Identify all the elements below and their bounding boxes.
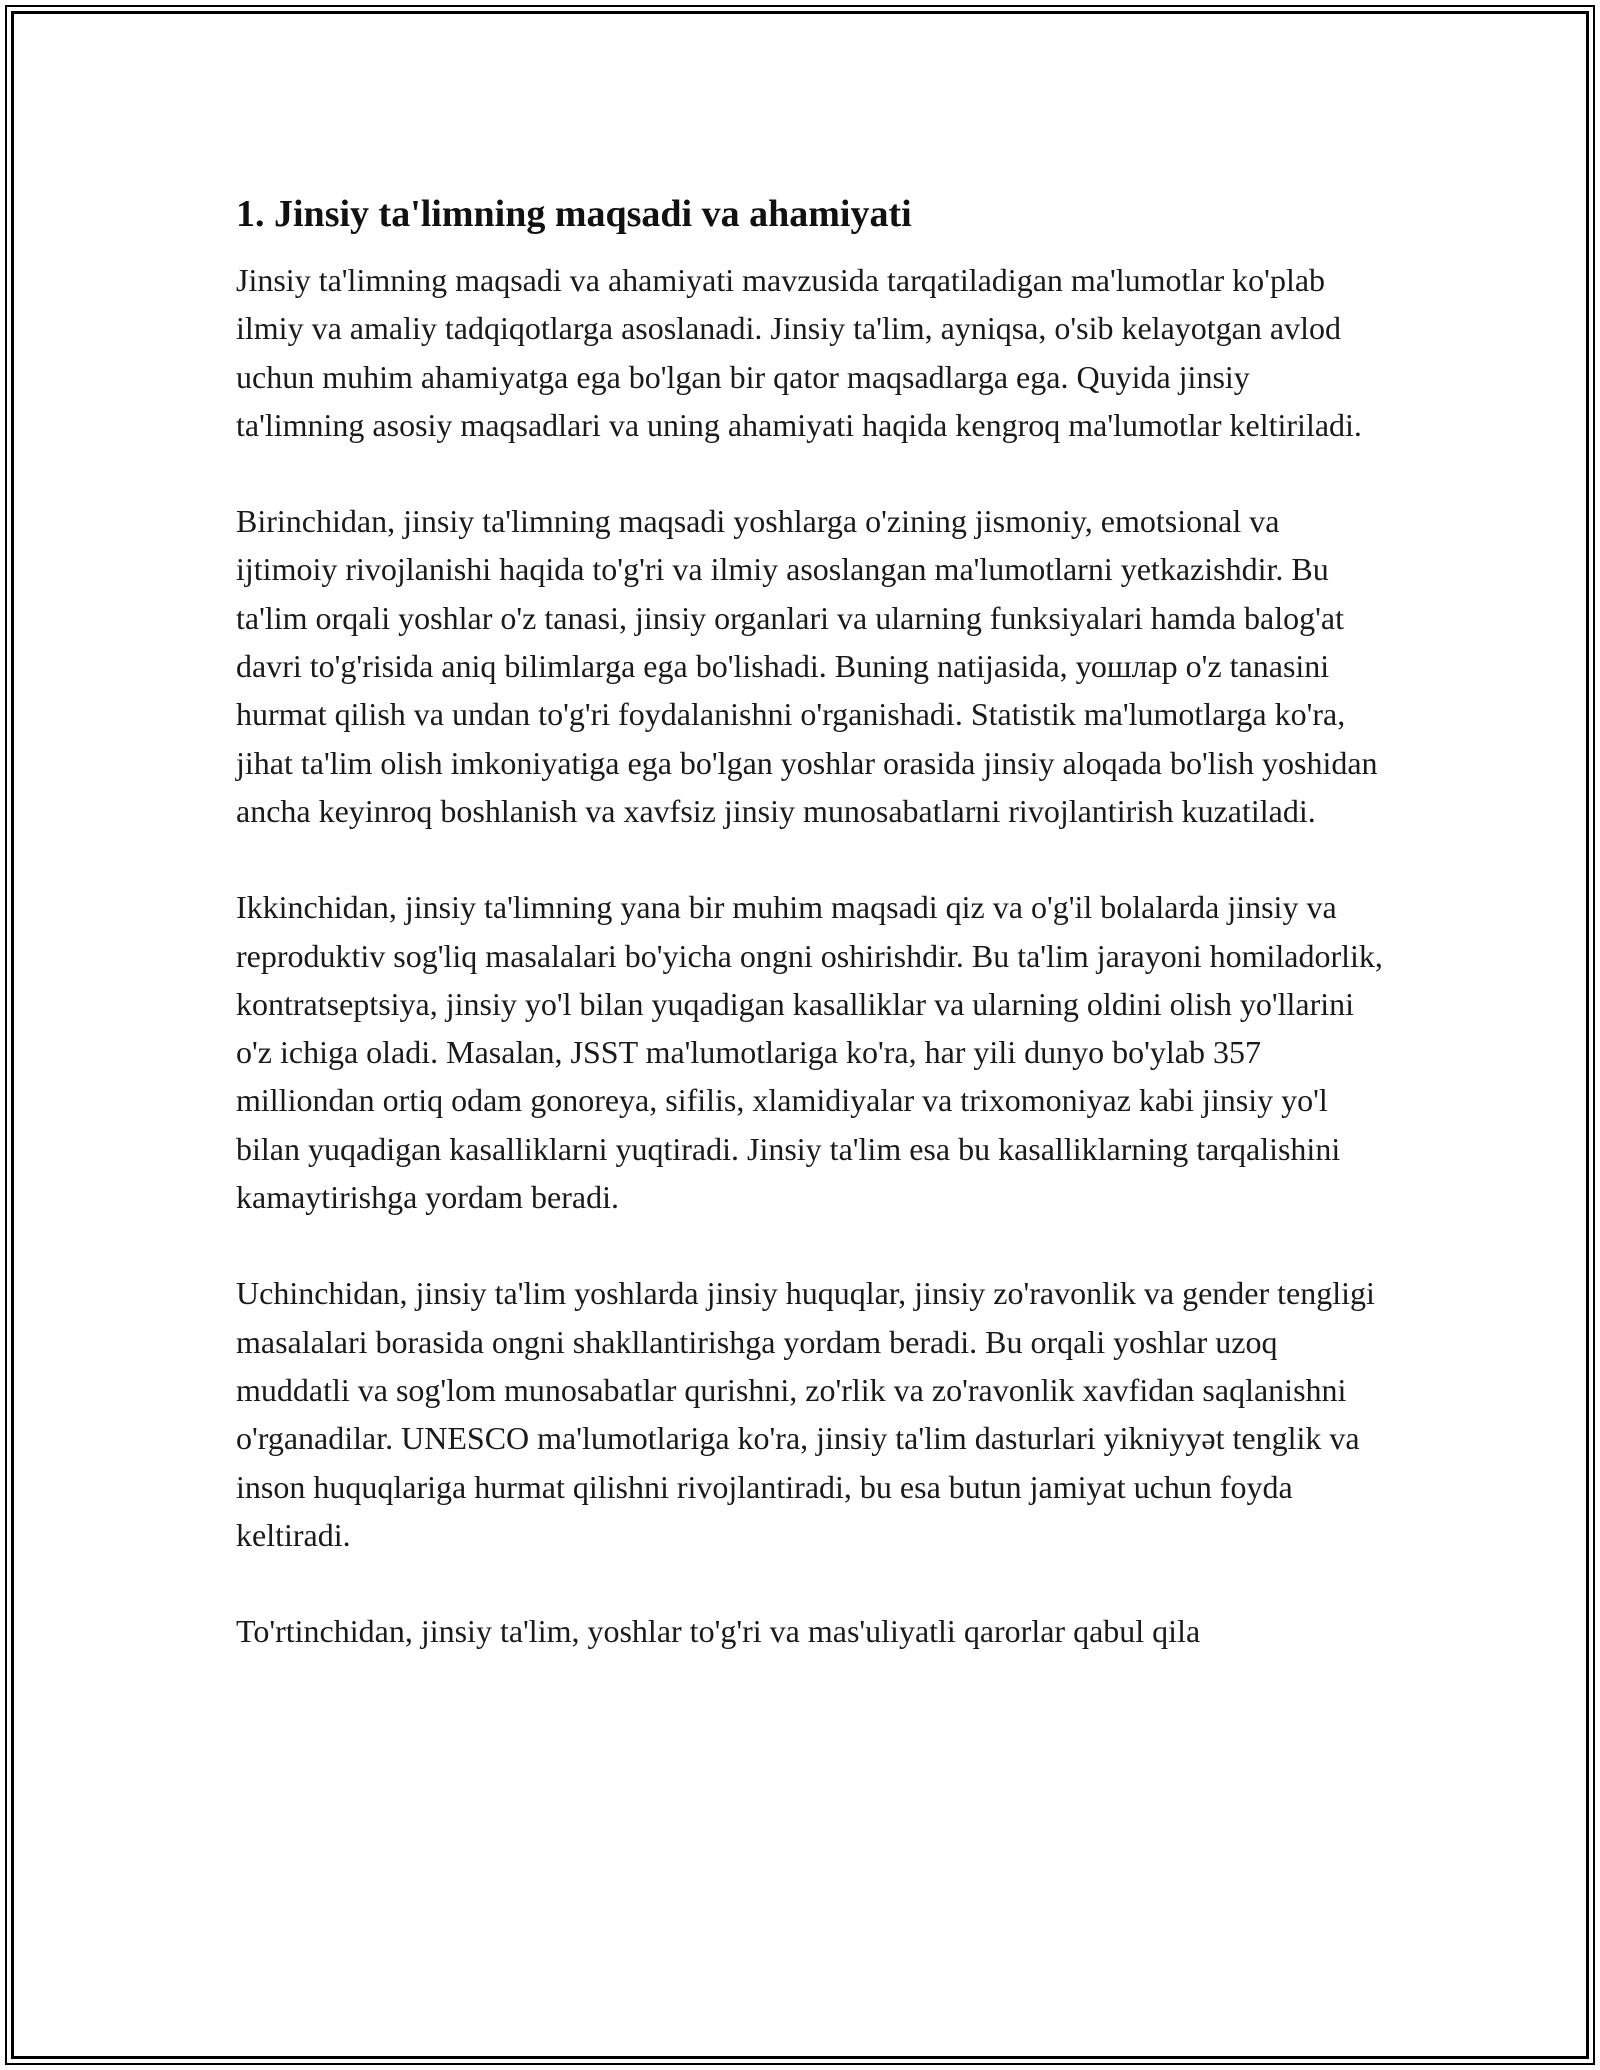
section-heading: 1. Jinsiy ta'limning maqsadi va ahamiyati: [236, 193, 912, 235]
paragraph-fourth: To'rtinchidan, jinsiy ta'lim, yoshlar to'g'ri va mas'uliyatli qarorlar qabul qila: [236, 1613, 1201, 1650]
document-body: [236, 188, 1386, 1703]
paragraph-intro: Jinsiy ta'limning maqsadi va ahamiyati mavzusida tarqatiladigan ma'lumotlar ko'plab ilmiy va amaliy tadqiqotlarga asoslanadi. Jinsiy ta'lim, ayniqsa, o'sib kelayotgan avlod uchun muhim ahamiyatga ega bo'lgan bir qator maqsadlarga ega. Quyida jinsiy ta'limning asosiy maqsadlari va uning ahamiyati haqida kengroq ma'lumotlar keltiriladi.: [236, 262, 1362, 443]
paragraph-first: Birinchidan, jinsiy ta'limning maqsadi yoshlarga o'zining jismoniy, emotsional va ijtimoiy rivojlanishi haqida to'g'ri va ilmiy asoslangan ma'lumotlarni yetkazishdir. Bu ta'lim orqali yoshlar o'z tanasi, jinsiy organlari va ularning funksiyalari hamda balog'at davri to'g'risida aniq bilimlarga ega bo'lishadi. Buning natijasida, уошлар o'z tanasini hurmat qilish va undan to'g'ri foydalanishni o'rganishadi. Statistik ma'lumotlarga ko'ra, jihat ta'lim olish imkoniyatiga ega bo'lgan yoshlar orasida jinsiy aloqada bo'lish yoshidan ancha keyinroq boshlanish va xavfsiz jinsiy munosabatlarni rivojlantirish kuzatiladi.: [236, 503, 1378, 829]
paragraph-second: Ikkinchidan, jinsiy ta'limning yana bir muhim maqsadi qiz va o'g'il bolalarda jinsiy va reproduktiv sog'liq masalalari bo'yicha ongni oshirishdir. Bu ta'lim jarayoni homiladorlik, kontratseptsiya, jinsiy yo'l bilan yuqadigan kasalliklar va ularning oldini olish yo'llarini o'z ichiga oladi. Masalan, JSST ma'lumotlariga ko'ra, har yili dunyo bo'ylab 357 milliondan ortiq odam gonoreya, sifilis, xlamidiyalar va trixomoniyaz kabi jinsiy yo'l bilan yuqadigan kasalliklarni yuqtiradi. Jinsiy ta'lim esa bu kasalliklarning tarqalishini kamaytirishga yordam beradi.: [236, 889, 1383, 1216]
paragraph-third: Uchinchidan, jinsiy ta'lim yoshlarda jinsiy huquqlar, jinsiy zo'ravonlik va gender tengligi masalalari borasida ongni shakllantirishga yordam beradi. Bu orqali yoshlar uzoq muddatli va sog'lom munosabatlar qurishni, zo'rlik va zo'ravonlik xavfidan saqlanishni o'rganadilar. UNESCO ma'lumotlariga ko'ra, jinsiy ta'lim dasturlari yikniyyət tenglik va inson huquqlariga hurmat qilishni rivojlantiradi, bu esa butun jamiyat uchun foyda keltiradi.: [236, 1275, 1375, 1553]
